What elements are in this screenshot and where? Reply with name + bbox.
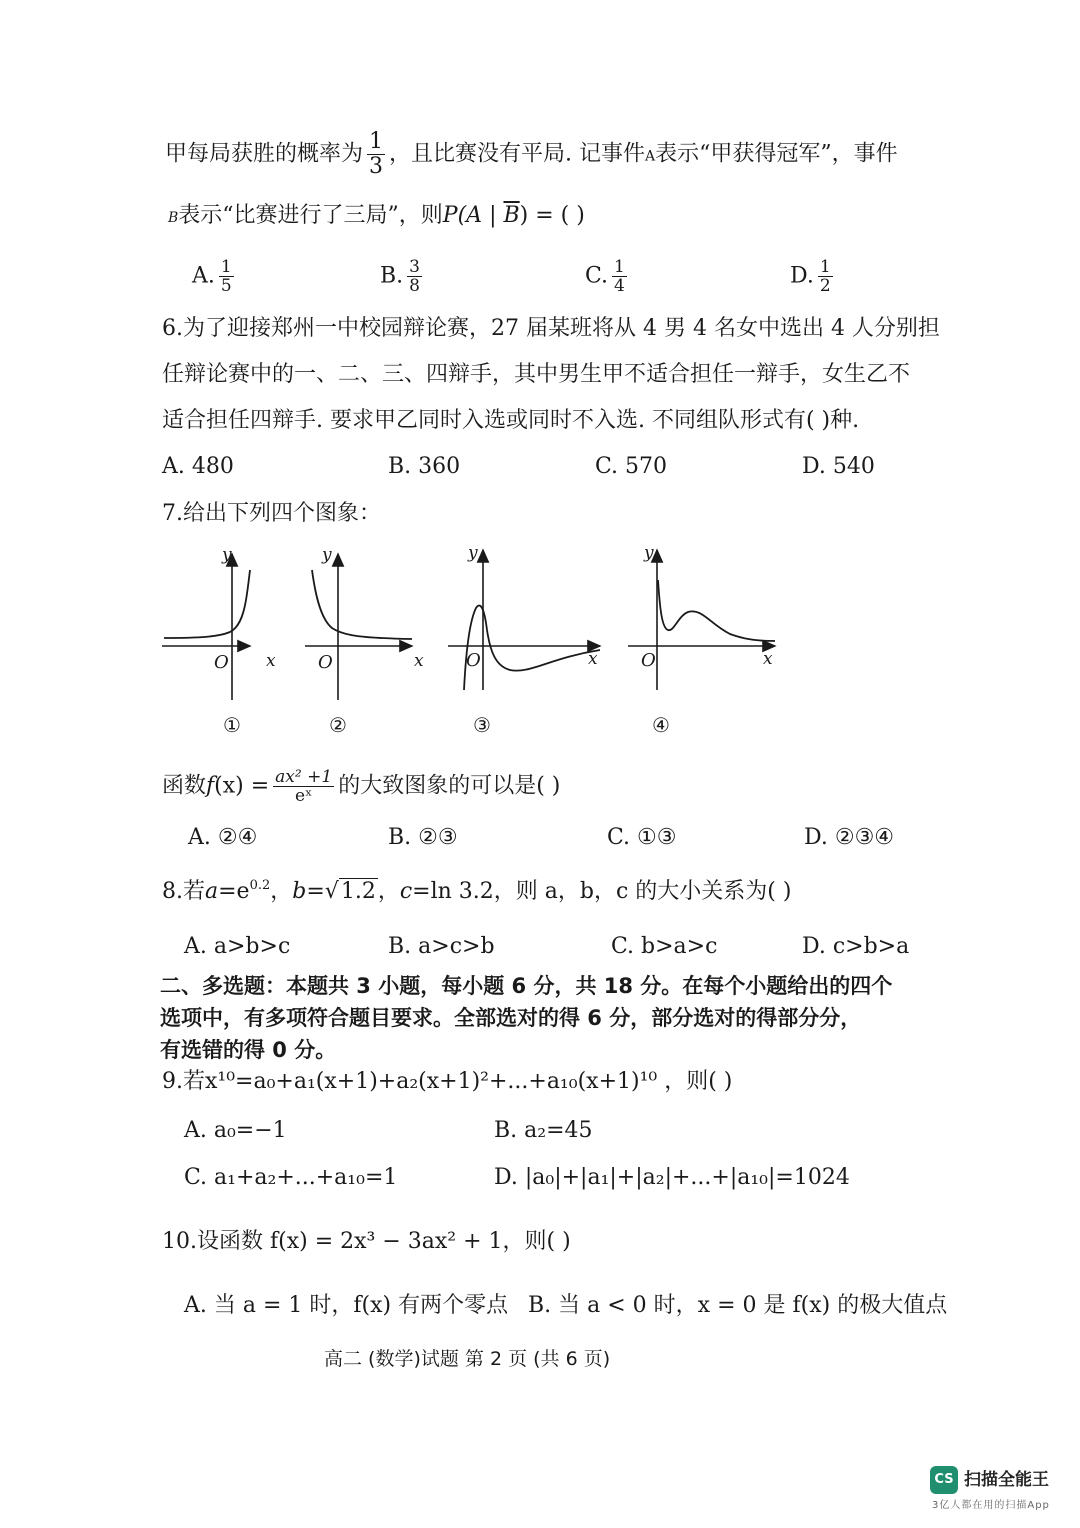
fraction-numerator: 3 (409, 257, 420, 277)
curve (164, 570, 250, 638)
graph-3 (448, 543, 600, 737)
fraction-denominator: 4 (614, 276, 625, 296)
page-footer: 高二 (数学)试题 第 2 页 (共 6 页) (324, 1348, 611, 1370)
q9-option-b: B. a₂=45 (494, 1118, 593, 1143)
q6-option-d: D. 540 (802, 454, 875, 479)
section2-line1: 二、多选题：本题共 3 小题，每小题 6 分，共 18 分。在每个小题给出的四个 (160, 974, 893, 998)
b-radicand: 1.2 (340, 879, 376, 904)
graph-label: ② (329, 713, 347, 737)
var-b: b (292, 879, 307, 904)
curve (464, 606, 600, 690)
watermark-brand: 扫描全能王 (964, 1470, 1049, 1490)
q9-option-c: C. a₁+a₂+...+a₁₀=1 (184, 1165, 398, 1190)
axis-y-label: y (322, 545, 332, 565)
scanner-watermark (930, 1464, 1070, 1516)
axis-x-label: x (414, 651, 424, 671)
q7-function-line (162, 768, 560, 805)
q8-option-b: B. a>c>b (388, 934, 495, 959)
q8-stem: 8.若$a=e^{0.2}$，b=√1.2，c=ln 3.2，则 a，b，c 的大小关系为( ) (162, 878, 792, 904)
option-fraction (219, 258, 234, 295)
option-fraction (612, 258, 627, 295)
prob-blank: ) = ( ) (519, 203, 585, 228)
graph-1 (162, 545, 276, 737)
axis-x-label: x (266, 651, 276, 671)
q7-text: 的大致图象的可以是( ) (338, 773, 561, 799)
q5-text: 表示“比赛进行了三局”，则 (178, 203, 443, 228)
q6-line2: 任辩论赛中的一、二、三、四辩手，其中男生甲不适合担任一辩手，女生乙不 (162, 362, 911, 387)
origin-label: O (318, 652, 333, 673)
origin-label: O (466, 650, 481, 671)
a-expr: =e (218, 879, 250, 904)
q5-option-d (790, 258, 837, 295)
b-expr: =√ (306, 879, 339, 904)
graph-label: ④ (652, 713, 670, 737)
q8-text: ，则 a，b，c 的大小关系为( ) (493, 879, 792, 904)
fraction-denominator: 2 (819, 276, 831, 296)
q5-line2 (168, 202, 585, 232)
graph-label: ③ (473, 713, 491, 737)
q10-option-b: B. 当 a < 0 时，x = 0 是 f(x) 的极大值点 (528, 1293, 948, 1318)
q7-option-b: B. ②③ (388, 825, 458, 850)
fraction-denominator: 3 (369, 154, 384, 179)
axis-x-label: x (763, 649, 773, 669)
option-label: A. (192, 263, 215, 289)
q7-option-d: D. ②③④ (804, 825, 895, 850)
section2-line2: 选项中，有多项符合题目要求。全部选对的得 6 分，部分选对的得部分分， (160, 1006, 862, 1030)
q6-option-a: A. 480 (162, 454, 234, 479)
cs-logo-icon: CS (930, 1466, 958, 1494)
q9-option-d: D. |a₀|+|a₁|+|a₂|+...+|a₁₀|=1024 (494, 1165, 850, 1190)
a-exponent: 0.2 (249, 878, 271, 893)
q5-line1 (165, 130, 898, 179)
section2-line3: 有选错的得 0 分。 (160, 1038, 337, 1062)
q7-option-c: C. ①③ (607, 825, 677, 850)
q7-stem: 7.给出下列四个图象： (162, 501, 381, 526)
graph-4 (628, 543, 775, 737)
fraction-numerator: 1 (614, 257, 625, 277)
axis-y-label: y (644, 543, 654, 563)
event-b: B (168, 210, 179, 226)
q6-option-c: C. 570 (595, 454, 668, 479)
q8-option-d: D. c>b>a (802, 934, 910, 959)
origin-label: O (214, 652, 229, 673)
axis-x-label: x (588, 649, 598, 669)
var-c: c (399, 879, 413, 904)
q5-text: 甲每局获胜的概率为 (165, 141, 364, 167)
q10-stem: 10.设函数 f(x) = 2x³ − 3ax² + 1，则( ) (162, 1229, 571, 1254)
q7-text: 函数 (162, 773, 207, 799)
fraction-denominator: 5 (220, 276, 232, 296)
watermark-tagline: 3亿人都在用的扫描App (932, 1500, 1050, 1511)
q5-prob-fraction (367, 130, 385, 179)
graph-2 (305, 545, 424, 737)
option-label: B. (380, 263, 404, 289)
origin-label: O (641, 650, 656, 671)
fraction-numerator: 1 (369, 129, 384, 154)
q6-option-b: B. 360 (388, 454, 461, 479)
q5-option-a (192, 258, 238, 295)
graph-label: ① (223, 713, 241, 737)
prob-expression: P(A | (442, 203, 504, 228)
q5-text: ，且比赛没有平局. 记事件 (389, 141, 646, 167)
func-arg: (x) = (214, 773, 270, 799)
c-expr: =ln 3.2 (412, 879, 494, 904)
axis-y-label: y (222, 545, 232, 565)
fraction-denominator: 8 (409, 276, 420, 296)
curve (312, 570, 412, 639)
fraction-numerator: 1 (220, 257, 232, 277)
option-fraction (818, 258, 833, 295)
q10-option-a: A. 当 a = 1 时，f(x) 有两个零点 (184, 1293, 509, 1318)
q7-option-a: A. ②④ (188, 825, 258, 850)
var-a: a (205, 879, 219, 904)
curve (658, 580, 775, 641)
q5-option-b (380, 258, 426, 295)
fraction-numerator: 1 (819, 257, 831, 277)
q6-line3: 适合担任四辩手. 要求甲乙同时入选或同时不入选. 不同组队形式有( )种. (162, 408, 860, 433)
func-symbol: f (206, 773, 215, 799)
q7-graphs (150, 540, 810, 745)
func-fraction (273, 768, 334, 805)
q9-stem: 9.若x¹⁰=a₀+a₁(x+1)+a₂(x+1)²+...+a₁₀(x+1)¹⁰ ，则( ) (162, 1069, 733, 1094)
q5-text: 表示“甲获得冠军”，事件 (655, 141, 898, 167)
fraction-denominator: eˣ (295, 786, 313, 806)
event-a: A (645, 148, 656, 165)
q8-text: 8.若 (162, 879, 205, 904)
q6-line1: 6.为了迎接郑州一中校园辩论赛，27 届某班将从 4 男 4 名女中选出 4 人分别担 (162, 316, 940, 341)
option-fraction (407, 258, 422, 295)
q5-option-c (585, 258, 631, 295)
q9-option-a: A. a₀=−1 (184, 1118, 287, 1143)
axis-y-label: y (468, 543, 478, 563)
fraction-numerator: ax² +1 (275, 767, 333, 787)
q8-option-c: C. b>a>c (611, 934, 718, 959)
q8-option-a: A. a>b>c (184, 934, 291, 959)
option-label: C. (585, 263, 609, 289)
option-label: D. (790, 263, 814, 289)
prob-complement: $\overline{B}$ (503, 203, 520, 228)
